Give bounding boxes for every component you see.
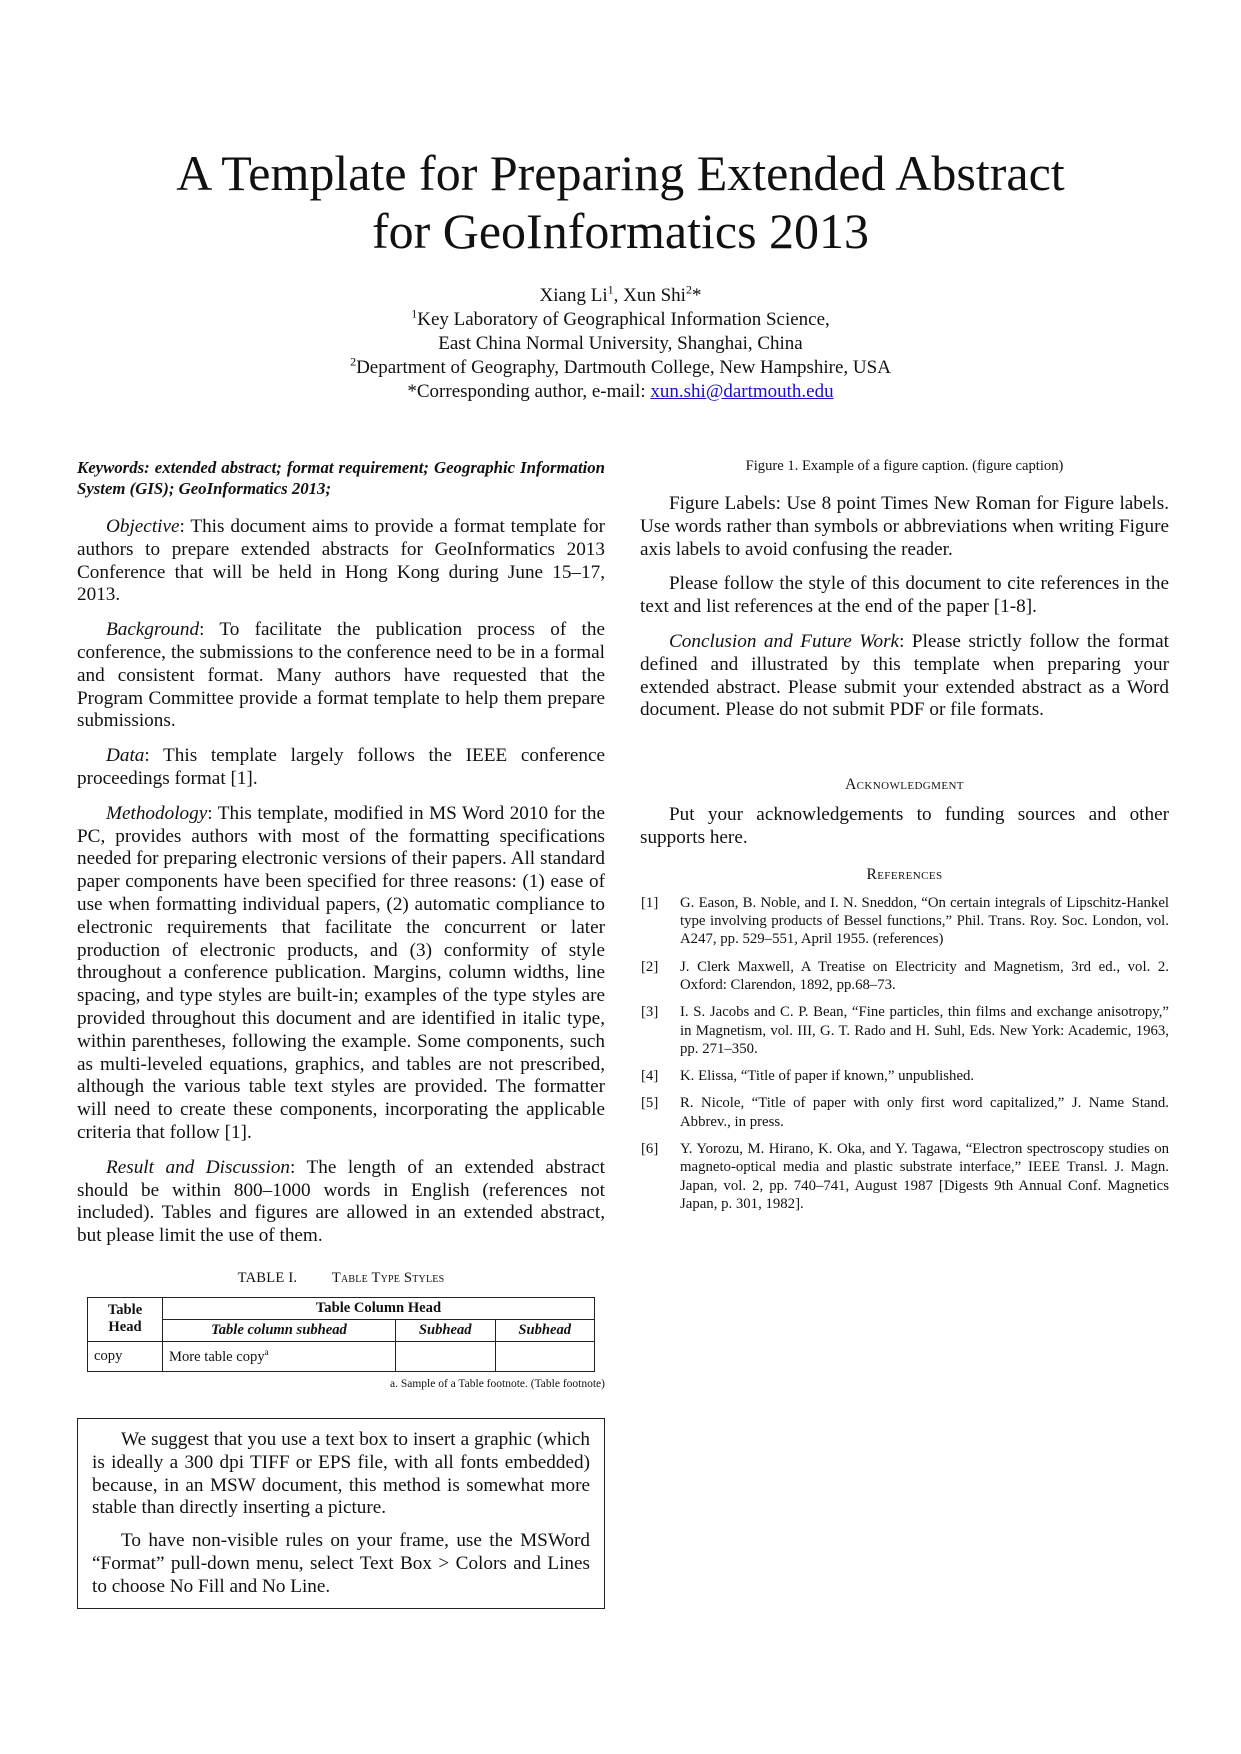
- reference-item: [640, 958, 1169, 995]
- author-name-1: Xiang Li: [539, 285, 608, 306]
- author-sup-1: 1: [607, 282, 614, 297]
- reference-item: [640, 1067, 1169, 1085]
- reference-text: R. Nicole, “Title of paper with only first word capitalized,” J. Name Stand. Abbrev., in press.: [680, 1095, 1169, 1130]
- table-empty-cell-1: [396, 1341, 496, 1371]
- affiliation-1-line-1: Key Laboratory of Geographical Information Science,: [417, 309, 830, 330]
- affiliation-1: [100, 308, 1141, 332]
- reference-number: [4]: [641, 1068, 659, 1085]
- title-line-2: for GeoInformatics 2013: [371, 202, 870, 259]
- reference-number: [3]: [641, 1004, 659, 1021]
- table-row: [88, 1341, 595, 1371]
- data-text: : This template largely follows the IEEE conference proceedings format [1].: [77, 745, 605, 789]
- text-box: [77, 1418, 605, 1610]
- figure-labels-paragraph: Figure Labels: Use 8 point Times New Roman for Figure labels. Use words rather than symbols or abbreviations when writing Figure axis labels to avoid confusing the reader.: [640, 493, 1169, 560]
- author-block: [100, 284, 1141, 404]
- affiliation-2: [100, 356, 1141, 380]
- table-header-row: [88, 1297, 595, 1319]
- title-line-1: A Template for Preparing Extended Abstract: [176, 144, 1065, 201]
- reference-text: I. S. Jacobs and C. P. Bean, “Fine particles, thin films and exchange anisotropy,” in Magnetism, vol. III, G. T. Rado and H. Suhl, Eds. New York: Academic, 1963, pp. 271–350.: [680, 1004, 1169, 1057]
- reference-text: Y. Yorozu, M. Hirano, K. Oka, and Y. Tagawa, “Electron spectroscopy studies on magneto-optical media and plastic substrate interface,” IEEE Transl. J. Magn. Japan, vol. 2, pp. 740–741, August 1987 [Digests 9th Annual Conf. Magnetics Japan, p. 301, 1982].: [680, 1141, 1169, 1212]
- table-subhead-1: Subhead: [396, 1319, 496, 1341]
- table-column-head: Table Column Head: [163, 1297, 595, 1319]
- affiliation-1-sup: 1: [411, 306, 418, 321]
- author-names: [100, 284, 1141, 308]
- table-title: Table Type Styles: [331, 1269, 445, 1286]
- left-column: [77, 458, 605, 1609]
- result-text: : The length of an extended abstract should be within 800–1000 words in English (references not included). Tables and figures are allowed in an extended abstract, but please limit the use of them.: [77, 1156, 605, 1247]
- table-type-styles: [87, 1297, 595, 1372]
- acknowledgment-heading: Acknowledgment: [845, 776, 964, 794]
- table-footnote: a. Sample of a Table footnote. (Table footnote): [389, 1377, 605, 1390]
- references-heading: References: [866, 865, 943, 883]
- reference-number: [6]: [641, 1141, 659, 1158]
- methodology-label: Methodology: [106, 802, 208, 824]
- table-subhead-2: Subhead: [495, 1319, 595, 1341]
- paper-title: [100, 144, 1141, 260]
- table-empty-cell-2: [495, 1341, 595, 1371]
- objective-label: Objective: [106, 516, 180, 537]
- affiliation-2-sup: 2: [350, 354, 357, 369]
- table-number: TABLE I.: [237, 1269, 298, 1286]
- methodology-paragraph: [77, 803, 605, 1145]
- textbox-paragraph-1: We suggest that you use a text box to insert a graphic (which is ideally a 300 dpi TIFF or EPS file, with all fonts embedded) because, in an MSW document, this method is somewhat more stable than directly inserting a picture.: [92, 1428, 590, 1519]
- data-label: Data: [106, 745, 145, 767]
- reference-item: [640, 1140, 1169, 1213]
- data-paragraph: [77, 745, 605, 791]
- references-list: [640, 894, 1169, 1213]
- result-paragraph: [77, 1157, 605, 1248]
- corresponding-prefix: *Corresponding author, e-mail:: [407, 381, 651, 402]
- reference-item: [640, 1094, 1169, 1131]
- methodology-text: : This template, modified in MS Word 2010 for the PC, provides authors with most of the formatting specifications needed for preparing electronic versions of their papers. All standard paper components have been specified for three reasons: (1) ease of use when formatting individual papers, (2) automatic compliance to electronic requirements that facilitate the concurrent or later production of electronic products, and (3) conformity of style throughout a conference publication. Margins, column widths, line spacing, and type styles are built-in; examples of the type styles are provided throughout this document and are identified in italic type, within parentheses, following the example. Some components, such as multi-leveled equations, graphics, and tables are not prescribed, although the various table text styles are provided. The formatter will need to create these components, incorporating the applicable criteria that follow [1].: [77, 802, 605, 1143]
- background-paragraph: [77, 619, 605, 733]
- reference-text: K. Elissa, “Title of paper if known,” unpublished.: [680, 1068, 975, 1085]
- reference-item: [640, 894, 1169, 949]
- table-row-value: [163, 1341, 396, 1371]
- author-name-2: , Xun Shi: [613, 285, 686, 306]
- reference-number: [5]: [641, 1095, 659, 1112]
- right-column: [640, 458, 1169, 1222]
- cite-paragraph: Please follow the style of this document to cite references in the text and list references at the end of the paper [1-8].: [640, 573, 1169, 618]
- acknowledgment-text: Put your acknowledgements to funding sources and other supports here.: [640, 804, 1169, 848]
- conclusion-text: : Please strictly follow the format defined and illustrated by this template when preparing your extended abstract. Please submit your extended abstract as a Word document. Please do not submit PDF or file formats.: [640, 630, 1169, 721]
- email-link[interactable]: xun.shi@dartmouth.edu: [650, 381, 834, 402]
- keywords: Keywords: extended abstract; format requirement; Geographic Information System (GIS); GeoInformatics 2013;: [77, 458, 605, 498]
- table-subhead-row: [88, 1319, 595, 1341]
- conclusion-label: Conclusion and Future Work: [669, 630, 900, 652]
- reference-number: [2]: [641, 958, 659, 975]
- conclusion-paragraph: [640, 631, 1169, 722]
- reference-number: [1]: [641, 894, 659, 911]
- table-head-cell: Table Head: [88, 1297, 163, 1341]
- author-star: *: [691, 285, 702, 306]
- background-label: Background: [106, 619, 200, 641]
- corresponding-author: [100, 380, 1141, 404]
- affiliation-2-text: Department of Geography, Dartmouth College, New Hampshire, USA: [356, 357, 891, 378]
- table-row-label: copy: [88, 1341, 163, 1371]
- figure-caption: Figure 1. Example of a figure caption. (figure caption): [745, 458, 1064, 474]
- objective-paragraph: [77, 516, 605, 607]
- author-sup-2: 2: [685, 282, 692, 297]
- reference-text: G. Eason, B. Noble, and I. N. Sneddon, “On certain integrals of Lipschitz-Hankel type involving products of Bessel functions,” Phil. Trans. Roy. Soc. London, vol. A247, pp. 529–551, April 1955. (references): [680, 894, 1169, 948]
- affiliation-1-line-2: East China Normal University, Shanghai, China: [438, 333, 803, 354]
- table-row-value-sup: a: [264, 1346, 269, 1357]
- objective-text: : This document aims to provide a format template for authors to prepare extended abstracts for GeoInformatics 2013 Conference that will be held in Hong Kong during June 15–17, 2013.: [77, 516, 605, 606]
- textbox-paragraph-2: To have non-visible rules on your frame, use the MSWord “Format” pull-down menu, select Text Box > Colors and Lines to choose No Fill and No Line.: [92, 1530, 590, 1597]
- table-caption: [77, 1270, 605, 1287]
- reference-item: [640, 1003, 1169, 1058]
- table-column-subhead: Table column subhead: [163, 1319, 396, 1341]
- background-text: : To facilitate the publication process of the conference, the submissions to the conference need to be in a formal and consistent format. Many authors have requested that the Program Committee provide a format template to help them prepare submissions.: [77, 619, 605, 732]
- table-row-value-text: More table copy: [169, 1348, 265, 1365]
- reference-text: J. Clerk Maxwell, A Treatise on Electricity and Magnetism, 3rd ed., vol. 2. Oxford: Clarendon, 1892, pp.68–73.: [680, 958, 1169, 993]
- result-label: Result and Discussion: [106, 1156, 291, 1178]
